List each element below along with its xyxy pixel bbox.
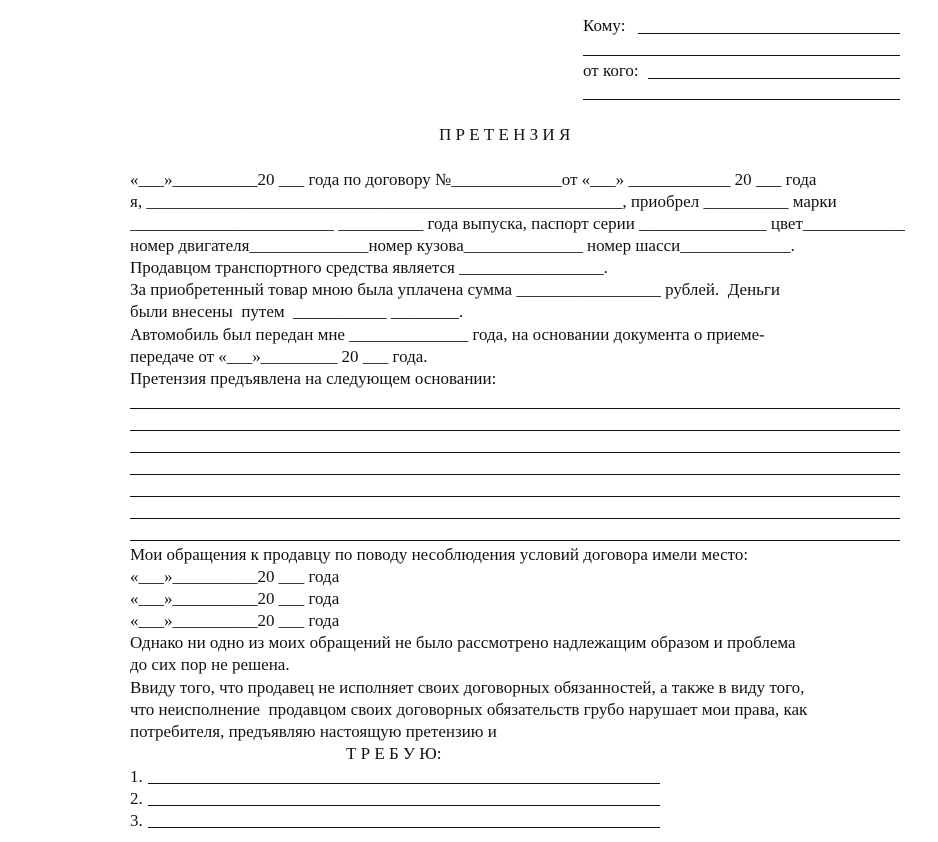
from-field-line-2[interactable] [583, 99, 900, 100]
body-line-3: ________________________ __________ года выпуска, паспорт серии _______________ цвет____________ [130, 214, 905, 233]
body-line-5: Продавцом транспортного средства является _________________. [130, 258, 608, 277]
body-line-2: я, ________________________________________________________, приобрел __________ марки [130, 192, 837, 211]
closing-p2-line-1: Ввиду того, что продавец не исполняет своих договорных обязанностей, а также в виду того, [130, 678, 805, 697]
closing-p1-line-2: до сих пор не решена. [130, 655, 290, 674]
body-line-1: «___»__________20 ___ года по договору №_____________от «___» ____________ 20 ___ года [130, 170, 817, 189]
demand-line-1[interactable] [148, 783, 660, 784]
grounds-line-1[interactable] [130, 408, 900, 409]
demand-line-2[interactable] [148, 805, 660, 806]
body-line-4: номер двигателя______________номер кузова______________ номер шасси_____________. [130, 236, 795, 255]
body-line-7: были внесены путем ___________ ________. [130, 302, 464, 321]
body-line-9: передаче от «___»_________ 20 ___ года. [130, 347, 428, 366]
demand-number-2: 2. [130, 789, 143, 808]
appeal-date-3: «___»__________20 ___ года [130, 611, 340, 630]
from-field-line[interactable] [648, 78, 900, 79]
demand-number-3: 3. [130, 811, 143, 830]
to-field-line[interactable] [638, 33, 900, 34]
grounds-line-5[interactable] [130, 496, 900, 497]
appeal-date-2: «___»__________20 ___ года [130, 589, 340, 608]
document-title: П Р Е Т Е Н З И Я [439, 125, 571, 144]
closing-p1-line-1: Однако ни одно из моих обращений не было рассмотрено надлежащим образом и проблема [130, 633, 796, 652]
grounds-line-6[interactable] [130, 518, 900, 519]
body-line-10: Претензия предъявлена на следующем основании: [130, 369, 497, 388]
demand-number-1: 1. [130, 767, 143, 786]
demand-line-3[interactable] [148, 827, 660, 828]
grounds-line-4[interactable] [130, 474, 900, 475]
appeal-date-1: «___»__________20 ___ года [130, 567, 340, 586]
closing-p2-line-3: потребителя, предъявляю настоящую претензию и [130, 722, 497, 741]
appeals-intro: Мои обращения к продавцу по поводу несоблюдения условий договора имели место: [130, 545, 749, 564]
to-label: Кому: [583, 16, 626, 35]
from-label: от кого: [583, 61, 639, 80]
body-line-6: За приобретенный товар мною была уплачена сумма _________________ рублей. Деньги [130, 280, 781, 299]
to-field-line-2[interactable] [583, 55, 900, 56]
grounds-line-3[interactable] [130, 452, 900, 453]
grounds-line-2[interactable] [130, 430, 900, 431]
body-line-8: Автомобиль был передан мне ______________ года, на основании документа о приеме- [130, 325, 765, 344]
closing-p2-line-2: что неисполнение продавцом своих договорных обязательств грубо нарушает мои права, как [130, 700, 808, 719]
grounds-line-7[interactable] [130, 540, 900, 541]
demand-title: Т Р Е Б У Ю: [346, 744, 442, 763]
